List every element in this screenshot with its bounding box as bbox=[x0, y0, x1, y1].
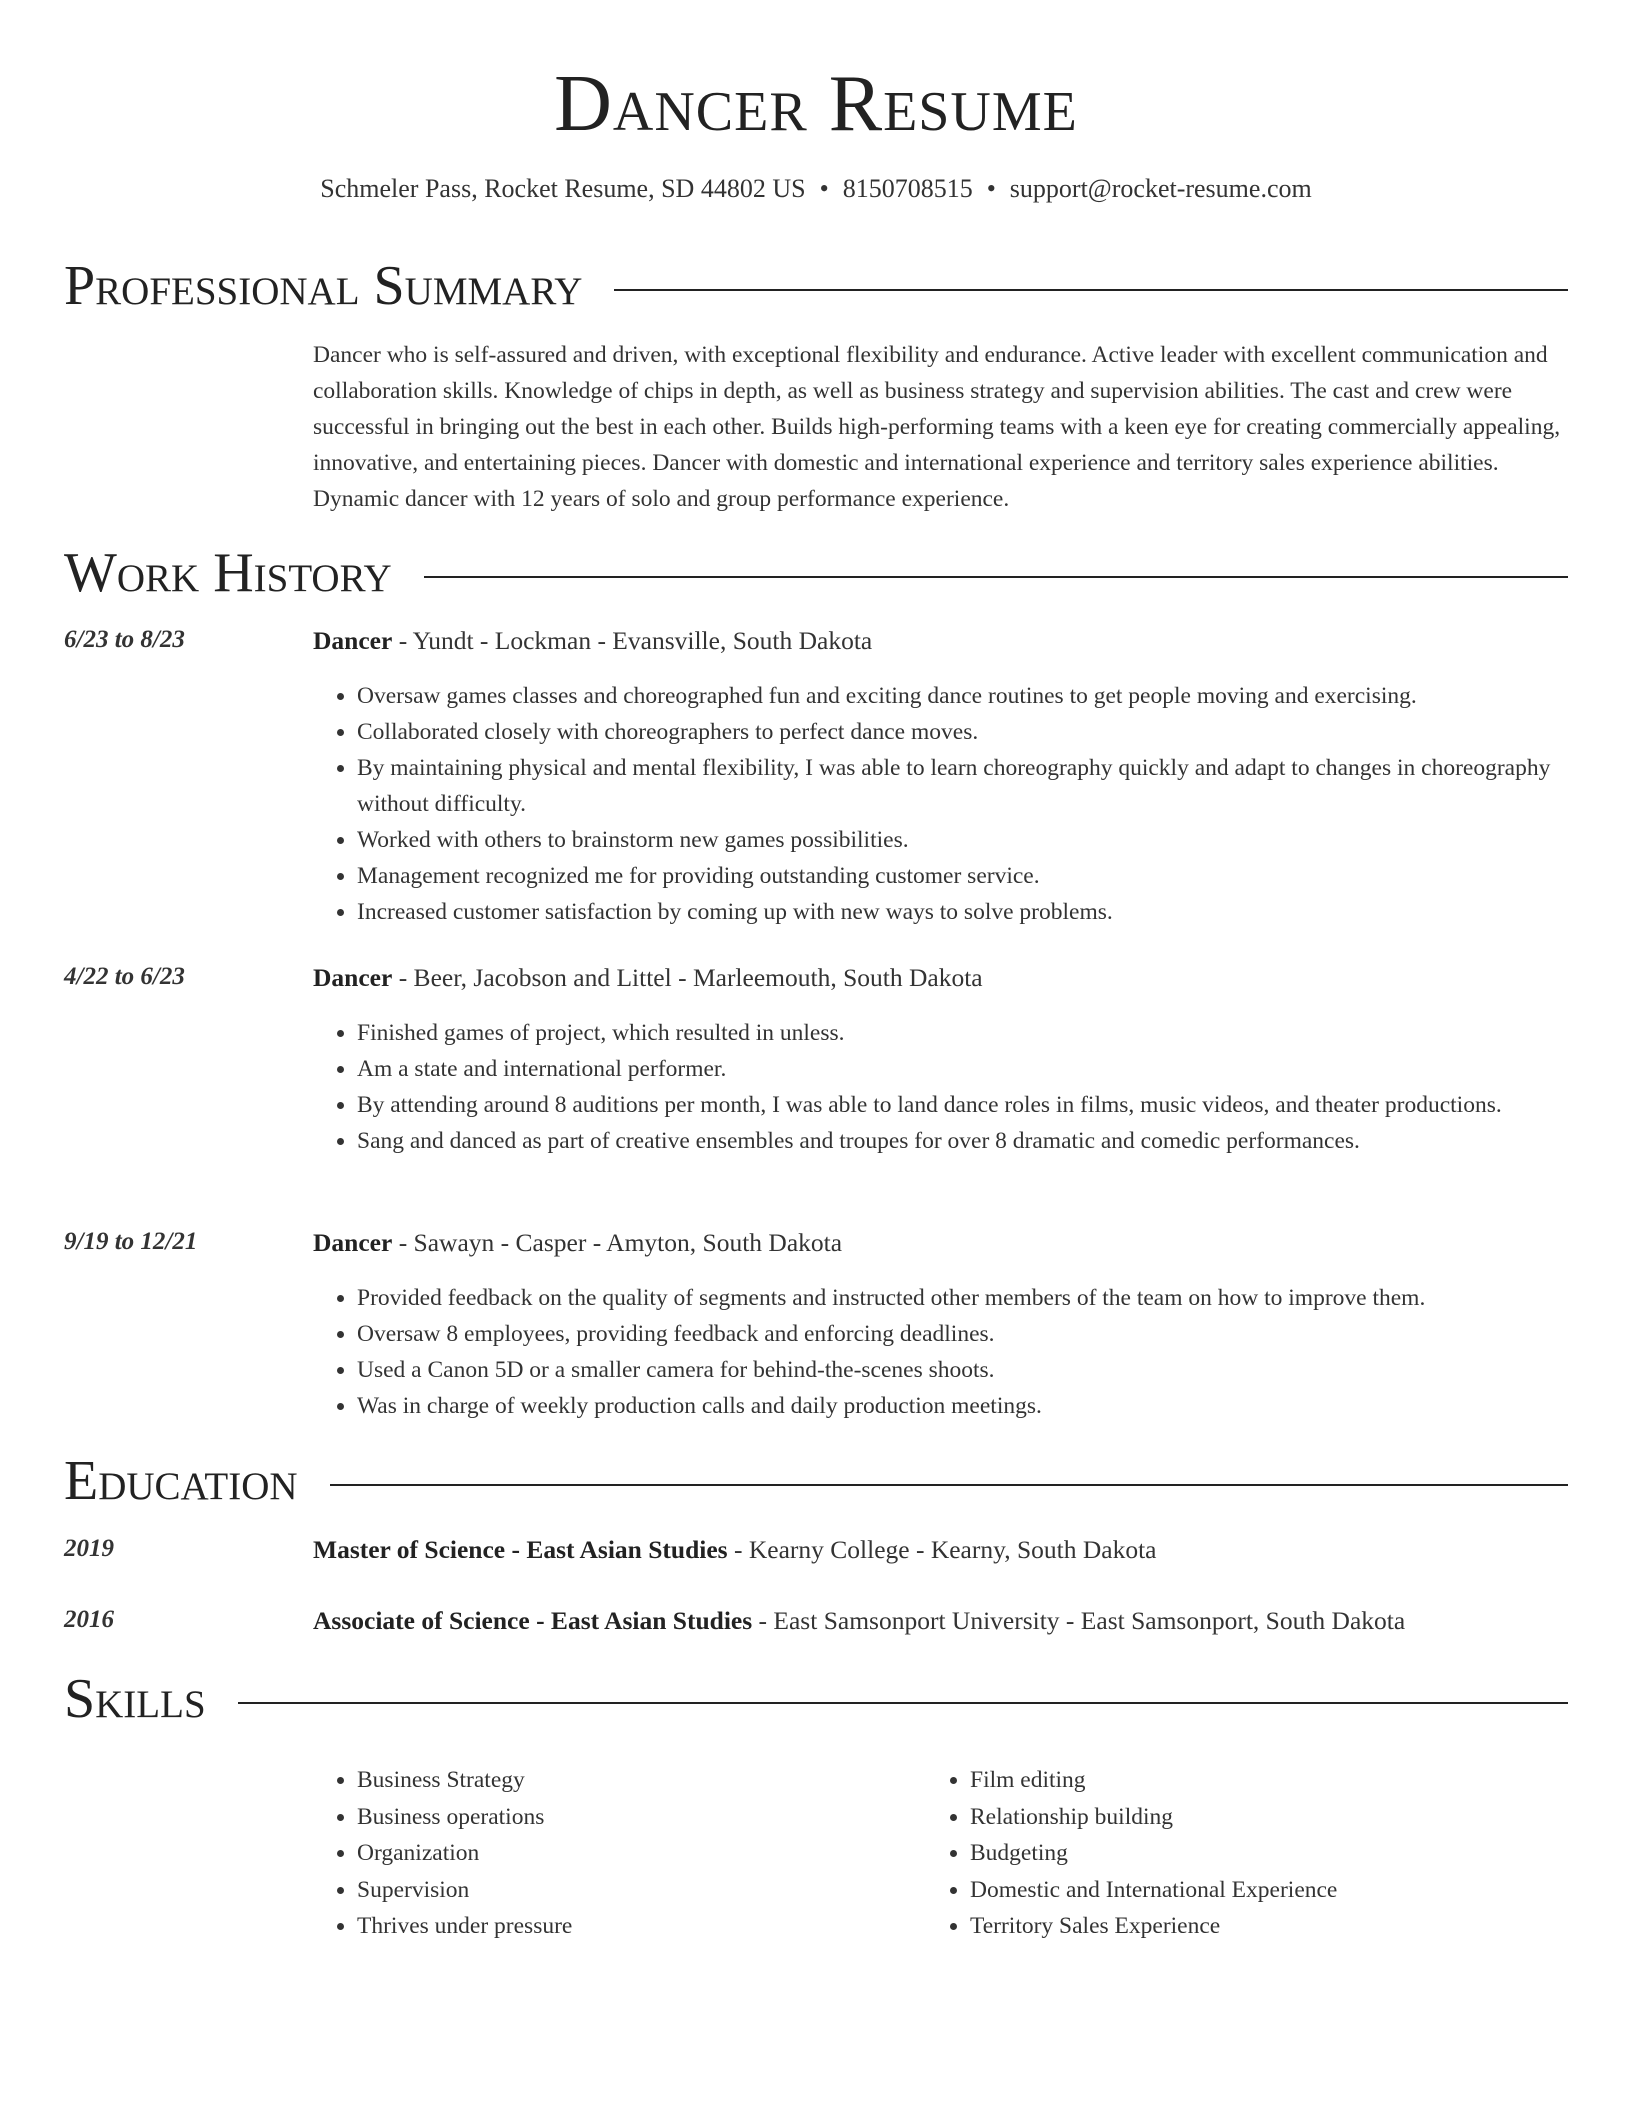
contact-line bbox=[0, 174, 1632, 204]
skill-item: • Business Strategy bbox=[357, 1762, 917, 1799]
work-heading bbox=[313, 963, 1568, 993]
education-degree: Associate of Science - East Asian Studies bbox=[313, 1606, 753, 1635]
skill-item: • Thrives under pressure bbox=[357, 1908, 917, 1945]
list-item: • Collaborated closely with choreographers to perfect dance moves. bbox=[357, 714, 1612, 750]
list-item: • Oversaw games classes and choreographed fun and exciting dance routines to get people moving and exercising. bbox=[357, 678, 1612, 714]
skill-item: • Organization bbox=[357, 1835, 917, 1872]
list-item: • Worked with others to brainstorm new games possibilities. bbox=[357, 822, 1612, 858]
list-item: • Used a Canon 5D or a smaller camera for behind-the-scenes shoots. bbox=[357, 1352, 1612, 1388]
education-heading bbox=[313, 1535, 1568, 1565]
skill-item: • Domestic and International Experience bbox=[970, 1872, 1610, 1909]
work-bullets bbox=[313, 678, 1612, 930]
work-bullets bbox=[313, 1280, 1612, 1424]
skills-list-left bbox=[313, 1762, 917, 1945]
contact-phone: 8150708515 bbox=[842, 174, 973, 203]
summary-text: Dancer who is self-assured and driven, with exceptional flexibility and endurance. Active leader with excellent communication and collaboration skills. Knowledge of chips in depth, as well as business strategy and supervision abilities. The cast and crew were successful in bringing out the best in each other. Builds high-performing teams with a keen eye for creating commercially appealing, innovative, and entertaining pieces. Dancer with domestic and international experience and territory sales experience abilities. Dynamic dancer with 12 years of solo and group performance experience. bbox=[313, 342, 1561, 512]
resume-title: Dancer Resume bbox=[554, 60, 1078, 148]
skills-section-header bbox=[64, 1668, 1568, 1730]
work-dates: 6/23 to 8/23 bbox=[64, 626, 185, 653]
skill-item: • Territory Sales Experience bbox=[970, 1908, 1610, 1945]
contact-address: Schmeler Pass, Rocket Resume, SD 44802 US bbox=[320, 174, 806, 203]
work-role: Dancer bbox=[313, 1228, 393, 1257]
list-item: • Finished games of project, which resulted in unless. bbox=[357, 1015, 1612, 1051]
work-heading bbox=[313, 1228, 1568, 1258]
list-item: • Increased customer satisfaction by coming up with new ways to solve problems. bbox=[357, 894, 1612, 930]
work-dates: 9/19 to 12/21 bbox=[64, 1228, 198, 1255]
skill-item: • Business operations bbox=[357, 1799, 917, 1836]
education-degree: Master of Science - East Asian Studies bbox=[313, 1535, 728, 1564]
work-details: - Sawayn - Casper - Amyton, South Dakota bbox=[392, 1228, 843, 1257]
work-section-title: Work History bbox=[64, 542, 392, 604]
summary-section-title: Professional Summary bbox=[64, 255, 583, 317]
list-item: • Management recognized me for providing outstanding customer service. bbox=[357, 858, 1612, 894]
work-heading bbox=[313, 626, 1568, 656]
work-section-header bbox=[64, 542, 1568, 604]
work-bullets bbox=[313, 1015, 1612, 1159]
education-heading bbox=[313, 1606, 1568, 1636]
work-role: Dancer bbox=[313, 626, 393, 655]
education-details: - East Samsonport University - East Samsonport, South Dakota bbox=[752, 1606, 1406, 1635]
section-divider bbox=[238, 1702, 1568, 1704]
education-year: 2019 bbox=[64, 1535, 114, 1562]
skill-item: • Relationship building bbox=[970, 1799, 1610, 1836]
list-item: • By attending around 8 auditions per month, I was able to land dance roles in films, music videos, and theater productions. bbox=[357, 1087, 1612, 1123]
work-dates: 4/22 to 6/23 bbox=[64, 963, 185, 990]
education-section-title: Education bbox=[64, 1450, 298, 1512]
section-divider bbox=[424, 576, 1568, 578]
work-details: - Yundt - Lockman - Evansville, South Dakota bbox=[392, 626, 873, 655]
education-year: 2016 bbox=[64, 1606, 114, 1633]
contact-separator: • bbox=[819, 174, 829, 203]
skill-item: • Film editing bbox=[970, 1762, 1610, 1799]
list-item: • Was in charge of weekly production calls and daily production meetings. bbox=[357, 1388, 1612, 1424]
list-item: • Am a state and international performer. bbox=[357, 1051, 1612, 1087]
list-item: • Oversaw 8 employees, providing feedback and enforcing deadlines. bbox=[357, 1316, 1612, 1352]
list-item: • Provided feedback on the quality of segments and instructed other members of the team on how to improve them. bbox=[357, 1280, 1612, 1316]
section-divider bbox=[330, 1484, 1568, 1486]
skill-item: • Budgeting bbox=[970, 1835, 1610, 1872]
work-role: Dancer bbox=[313, 963, 393, 992]
education-section-header bbox=[64, 1450, 1568, 1512]
skills-list-right bbox=[926, 1762, 1610, 1945]
summary-section-header bbox=[64, 255, 1568, 317]
skills-section-title: Skills bbox=[64, 1668, 206, 1730]
education-details: - Kearny College - Kearny, South Dakota bbox=[727, 1535, 1157, 1564]
work-details: - Beer, Jacobson and Littel - Marleemouth, South Dakota bbox=[392, 963, 983, 992]
contact-email: support@rocket-resume.com bbox=[1009, 174, 1312, 203]
skill-item: • Supervision bbox=[357, 1872, 917, 1909]
contact-separator: • bbox=[986, 174, 996, 203]
list-item: • Sang and danced as part of creative ensembles and troupes for over 8 dramatic and comedic performances. bbox=[357, 1123, 1612, 1159]
list-item: • By maintaining physical and mental flexibility, I was able to learn choreography quickly and adapt to changes in choreography without difficulty. bbox=[357, 750, 1612, 822]
section-divider bbox=[614, 289, 1568, 291]
